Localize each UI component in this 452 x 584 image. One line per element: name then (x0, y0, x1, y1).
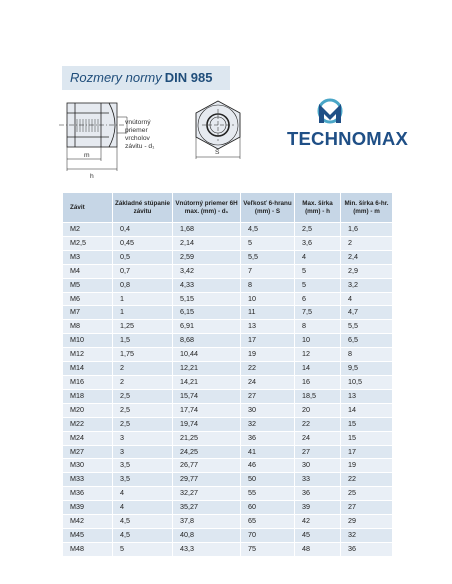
cell-thread: M24 (63, 431, 113, 445)
cell-min-width: 6,5 (341, 334, 393, 348)
cell-thread: M5 (63, 278, 113, 292)
cell-hex-size: 22 (241, 362, 295, 376)
table-row (63, 403, 393, 417)
table-row (63, 362, 393, 376)
cell-hex-size: 55 (241, 487, 295, 501)
cell-thread: M33 (63, 473, 113, 487)
cell-max-width: 27 (295, 445, 341, 459)
cell-pitch: 1 (113, 292, 173, 306)
cell-hex-size: 5,5 (241, 250, 295, 264)
cell-thread: M14 (63, 362, 113, 376)
cell-inner-diameter: 2,59 (173, 250, 241, 264)
cell-max-width: 8 (295, 320, 341, 334)
title-banner (62, 66, 230, 90)
cell-max-width: 4 (295, 250, 341, 264)
cell-inner-diameter: 40,8 (173, 528, 241, 542)
cell-inner-diameter: 10,44 (173, 348, 241, 362)
cell-pitch: 1 (113, 306, 173, 320)
dimensions-table (62, 192, 393, 557)
table-row (63, 320, 393, 334)
cell-inner-diameter: 37,8 (173, 515, 241, 529)
cell-max-width: 20 (295, 403, 341, 417)
cell-min-width: 2,4 (341, 250, 393, 264)
cell-thread: M16 (63, 375, 113, 389)
cell-inner-diameter: 26,77 (173, 459, 241, 473)
cell-max-width: 30 (295, 459, 341, 473)
cell-pitch: 5 (113, 542, 173, 556)
cell-thread: M10 (63, 334, 113, 348)
cell-max-width: 5 (295, 264, 341, 278)
cell-max-width: 5 (295, 278, 341, 292)
cell-min-width: 3,2 (341, 278, 393, 292)
table-row (63, 264, 393, 278)
cell-thread: M6 (63, 292, 113, 306)
cell-pitch: 2,5 (113, 403, 173, 417)
table-row (63, 375, 393, 389)
cell-pitch: 0,45 (113, 236, 173, 250)
cell-min-width: 8 (341, 348, 393, 362)
cell-thread: M22 (63, 417, 113, 431)
cell-inner-diameter: 15,74 (173, 389, 241, 403)
title-standard: DIN 985 (164, 70, 213, 85)
cell-max-width: 12 (295, 348, 341, 362)
cell-max-width: 7,5 (295, 306, 341, 320)
table-row (63, 278, 393, 292)
cell-max-width: 48 (295, 542, 341, 556)
col-header-max-width: Max. šírka (mm) - h (295, 193, 341, 223)
cell-min-width: 2 (341, 236, 393, 250)
cell-min-width: 13 (341, 389, 393, 403)
cell-pitch: 1,25 (113, 320, 173, 334)
callout-line-3: vrcholov (125, 135, 150, 142)
cell-inner-diameter: 2,14 (173, 236, 241, 250)
cell-inner-diameter: 24,25 (173, 445, 241, 459)
cell-inner-diameter: 17,74 (173, 403, 241, 417)
cell-max-width: 6 (295, 292, 341, 306)
cell-min-width: 19 (341, 459, 393, 473)
table-row (63, 223, 393, 237)
cell-min-width: 25 (341, 487, 393, 501)
cell-hex-size: 10 (241, 292, 295, 306)
diameter-callout-text (125, 119, 155, 150)
col-header-hex-size: Veľkosť 6-hranu (mm) - S (241, 193, 295, 223)
logo-m-icon (319, 104, 341, 123)
cell-hex-size: 11 (241, 306, 295, 320)
cell-thread: M7 (63, 306, 113, 320)
cell-min-width: 27 (341, 501, 393, 515)
cell-min-width: 15 (341, 431, 393, 445)
cell-hex-size: 7 (241, 264, 295, 278)
cell-max-width: 14 (295, 362, 341, 376)
cell-inner-diameter: 19,74 (173, 417, 241, 431)
cell-thread: M2 (63, 223, 113, 237)
table-row (63, 306, 393, 320)
cell-min-width: 1,6 (341, 223, 393, 237)
cell-pitch: 1,5 (113, 334, 173, 348)
cell-pitch: 3 (113, 431, 173, 445)
cell-min-width: 29 (341, 515, 393, 529)
cell-pitch: 4 (113, 487, 173, 501)
cell-max-width: 36 (295, 487, 341, 501)
cell-max-width: 18,5 (295, 389, 341, 403)
cell-inner-diameter: 35,27 (173, 501, 241, 515)
cell-pitch: 3,5 (113, 473, 173, 487)
cell-max-width: 33 (295, 473, 341, 487)
cell-min-width: 14 (341, 403, 393, 417)
cell-pitch: 2,5 (113, 389, 173, 403)
table-row (63, 459, 393, 473)
cell-min-width: 5,5 (341, 320, 393, 334)
callout-line-2: priemer (125, 127, 148, 134)
nut-side-view (59, 103, 127, 171)
cell-thread: M27 (63, 445, 113, 459)
cell-pitch: 4,5 (113, 515, 173, 529)
cell-hex-size: 60 (241, 501, 295, 515)
cell-thread: M30 (63, 459, 113, 473)
table-row (63, 334, 393, 348)
cell-thread: M18 (63, 389, 113, 403)
cell-pitch: 3 (113, 445, 173, 459)
cell-thread: M8 (63, 320, 113, 334)
cell-hex-size: 13 (241, 320, 295, 334)
cell-min-width: 32 (341, 528, 393, 542)
title-italic: Rozmery normy (70, 70, 162, 85)
cell-inner-diameter: 32,27 (173, 487, 241, 501)
cell-hex-size: 70 (241, 528, 295, 542)
cell-inner-diameter: 6,91 (173, 320, 241, 334)
cell-hex-size: 30 (241, 403, 295, 417)
cell-pitch: 0,8 (113, 278, 173, 292)
cell-pitch: 2 (113, 375, 173, 389)
page-title (70, 70, 212, 85)
table-header-row (63, 193, 393, 223)
cell-max-width: 42 (295, 515, 341, 529)
brand-name: TECHNOMAX (287, 128, 409, 149)
cell-thread: M4 (63, 264, 113, 278)
table-row (63, 236, 393, 250)
col-header-min-width: Min. šírka 6-hr. (mm) - m (341, 193, 393, 223)
cell-hex-size: 32 (241, 417, 295, 431)
cell-max-width: 10 (295, 334, 341, 348)
cell-thread: M45 (63, 528, 113, 542)
cell-min-width: 17 (341, 445, 393, 459)
cell-inner-diameter: 1,68 (173, 223, 241, 237)
cell-hex-size: 65 (241, 515, 295, 529)
cell-thread: M2,5 (63, 236, 113, 250)
table-row (63, 542, 393, 556)
cell-min-width: 36 (341, 542, 393, 556)
table-row (63, 292, 393, 306)
cell-pitch: 4,5 (113, 528, 173, 542)
cell-pitch: 0,5 (113, 250, 173, 264)
nut-technical-drawing (55, 95, 255, 185)
cell-thread: M36 (63, 487, 113, 501)
cell-pitch: 1,75 (113, 348, 173, 362)
cell-pitch: 2,5 (113, 417, 173, 431)
table-row (63, 348, 393, 362)
table-row (63, 250, 393, 264)
cell-inner-diameter: 43,3 (173, 542, 241, 556)
col-header-thread: Závit (63, 193, 113, 223)
label-s: S (215, 149, 220, 156)
cell-inner-diameter: 4,33 (173, 278, 241, 292)
label-m: m (84, 152, 90, 159)
table-body (63, 223, 393, 557)
col-header-inner-diameter: Vnútorný priemer 6H max. (mm) - d₁ (173, 193, 241, 223)
table-row (63, 501, 393, 515)
table-row (63, 431, 393, 445)
cell-max-width: 2,5 (295, 223, 341, 237)
cell-max-width: 24 (295, 431, 341, 445)
table-row (63, 417, 393, 431)
cell-hex-size: 75 (241, 542, 295, 556)
cell-hex-size: 50 (241, 473, 295, 487)
cell-hex-size: 8 (241, 278, 295, 292)
cell-max-width: 39 (295, 501, 341, 515)
cell-inner-diameter: 12,21 (173, 362, 241, 376)
cell-thread: M39 (63, 501, 113, 515)
cell-hex-size: 36 (241, 431, 295, 445)
cell-thread: M42 (63, 515, 113, 529)
cell-min-width: 15 (341, 417, 393, 431)
table-row (63, 445, 393, 459)
cell-inner-diameter: 5,15 (173, 292, 241, 306)
callout-line-1: vnútorný (125, 119, 151, 126)
cell-min-width: 2,9 (341, 264, 393, 278)
cell-min-width: 22 (341, 473, 393, 487)
cell-max-width: 45 (295, 528, 341, 542)
cell-inner-diameter: 21,25 (173, 431, 241, 445)
cell-hex-size: 4,5 (241, 223, 295, 237)
cell-thread: M12 (63, 348, 113, 362)
cell-hex-size: 46 (241, 459, 295, 473)
cell-hex-size: 19 (241, 348, 295, 362)
cell-pitch: 0,4 (113, 223, 173, 237)
cell-max-width: 22 (295, 417, 341, 431)
cell-inner-diameter: 14,21 (173, 375, 241, 389)
table-row (63, 515, 393, 529)
cell-pitch: 3,5 (113, 459, 173, 473)
cell-min-width: 4 (341, 292, 393, 306)
cell-hex-size: 5 (241, 236, 295, 250)
cell-inner-diameter: 29,77 (173, 473, 241, 487)
cell-max-width: 16 (295, 375, 341, 389)
label-h: h (90, 173, 94, 180)
cell-pitch: 2 (113, 362, 173, 376)
cell-inner-diameter: 6,15 (173, 306, 241, 320)
cell-hex-size: 27 (241, 389, 295, 403)
cell-inner-diameter: 8,68 (173, 334, 241, 348)
table-row (63, 389, 393, 403)
cell-thread: M3 (63, 250, 113, 264)
cell-min-width: 9,5 (341, 362, 393, 376)
cell-max-width: 3,6 (295, 236, 341, 250)
cell-hex-size: 41 (241, 445, 295, 459)
col-header-pitch: Základné stúpanie závitu (113, 193, 173, 223)
cell-thread: M48 (63, 542, 113, 556)
table-row (63, 487, 393, 501)
cell-min-width: 4,7 (341, 306, 393, 320)
table-row (63, 528, 393, 542)
cell-hex-size: 24 (241, 375, 295, 389)
callout-line-4: závitu - d₁ (125, 143, 155, 150)
cell-pitch: 4 (113, 501, 173, 515)
cell-pitch: 0,7 (113, 264, 173, 278)
cell-min-width: 10,5 (341, 375, 393, 389)
cell-inner-diameter: 3,42 (173, 264, 241, 278)
table-row (63, 473, 393, 487)
cell-hex-size: 17 (241, 334, 295, 348)
cell-thread: M20 (63, 403, 113, 417)
